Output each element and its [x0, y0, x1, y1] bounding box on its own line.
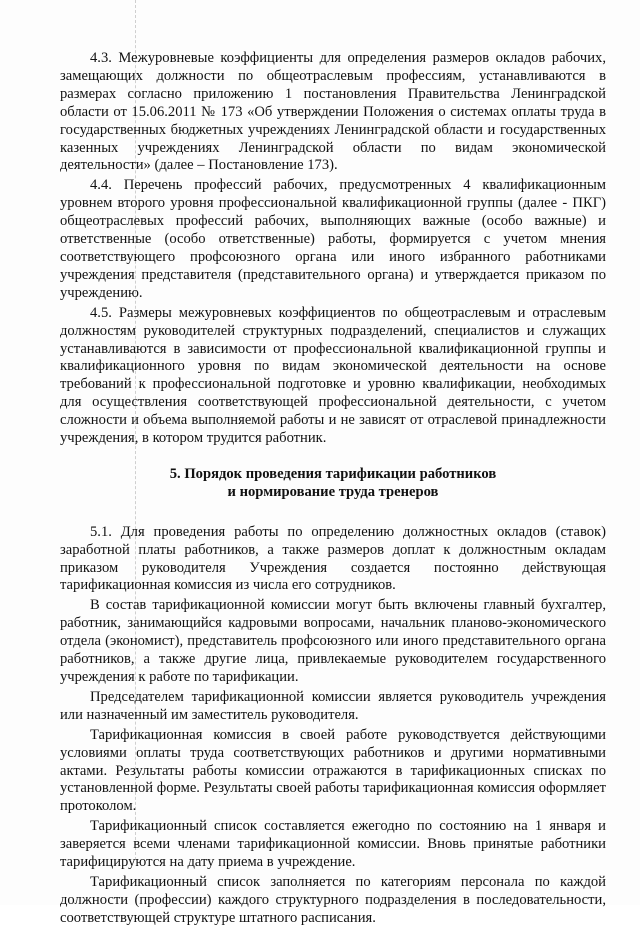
paragraph-5-1: 5.1. Для проведения работы по определению должностных окладов (ставок) заработной платы работников, а также размеров доплат к должностным окладам приказом руководителя Учреждения создается постоянно действующая тарификационная комиссия из числа его сотрудников. — [60, 523, 606, 594]
paragraph-tariff-list-fill: Тарификационный список заполняется по категориям персонала по каждой должности (профессии) каждого структурного подразделения в последовательности, соответствующей структуре штатного расписания. — [60, 873, 606, 926]
section-heading-line2: и нормирование труда тренеров — [227, 483, 439, 500]
section-heading-line1: 5. Порядок проведения тарификации работников — [169, 465, 497, 482]
section-heading — [60, 466, 606, 502]
paragraph-commission-members: В состав тарификационной комиссии могут быть включены главный бухгалтер, работник, занимающийся кадровыми вопросами, начальник планово-экономического отдела (экономист), представитель профсоюзного или иного представительного органа работников, а также другие лица, привлекаемые руководителем государственного учреждения к работе по тарификации. — [60, 597, 606, 685]
paragraph-4-5: 4.5. Размеры межуровневых коэффициентов по общеотраслевым и отраслевым должностям руководителей структурных подразделений, специалистов и служащих устанавливаются в зависимости от профессиональной квалификационной группы и квалификационного уровня по видам экономической деятельности на основе требований к профессиональной подготовке и уровню квалификации, необходимых для осуществления соответствующей профессиональной деятельности, с учетом сложности и объема выполняемой работы и не зависят от отраслевой принадлежности учреждения, в котором трудится работник. — [60, 304, 606, 447]
document-body — [60, 50, 606, 928]
paragraph-tariff-list-annual: Тарификационный список составляется ежегодно по состоянию на 1 января и заверяется всеми членами тарификационной комиссии. Вновь принятые работники тарифицируются на дату приема в учреждение. — [60, 818, 606, 871]
paragraph-commission-work: Тарификационная комиссия в своей работе руководствуется действующими условиями оплаты труда соответствующих работников и другими нормативными актами. Результаты работы комиссии отражаются в тарификационных списках по установленной форме. Результаты своей работы тарификационная комиссия оформляет протоколом. — [60, 726, 606, 815]
paragraph-4-4: 4.4. Перечень профессий рабочих, предусмотренных 4 квалификационным уровнем второго уровня профессиональной квалификационной группы (далее - ПКГ) общеотраслевых профессий рабочих, выполняющих важные (особо важные) и ответственные (особо ответственные) работы, формируется с учетом мнения соответствующего профсоюзного органа или иного избранного работниками учреждения представителя (представительного органа) и утверждается приказом по учреждению. — [60, 177, 606, 301]
paragraph-4-3: 4.3. Межуровневые коэффициенты для определения размеров окладов рабочих, замещающих должности по общеотраслевым профессиям, устанавливаются в размерах согласно приложению 1 постановления Правительства Ленинградской области от 15.06.2011 № 173 «Об утверждении Положения о системах оплаты труда в государственных бюджетных учреждениях Ленинградской области и государственных казенных учреждениях Ленинградской области по видам экономической деятельности» (далее – Постановление 173). — [60, 50, 606, 174]
paragraph-commission-chair: Председателем тарификационной комиссии является руководитель учреждения или назначенный им заместитель руководителя. — [60, 688, 606, 723]
